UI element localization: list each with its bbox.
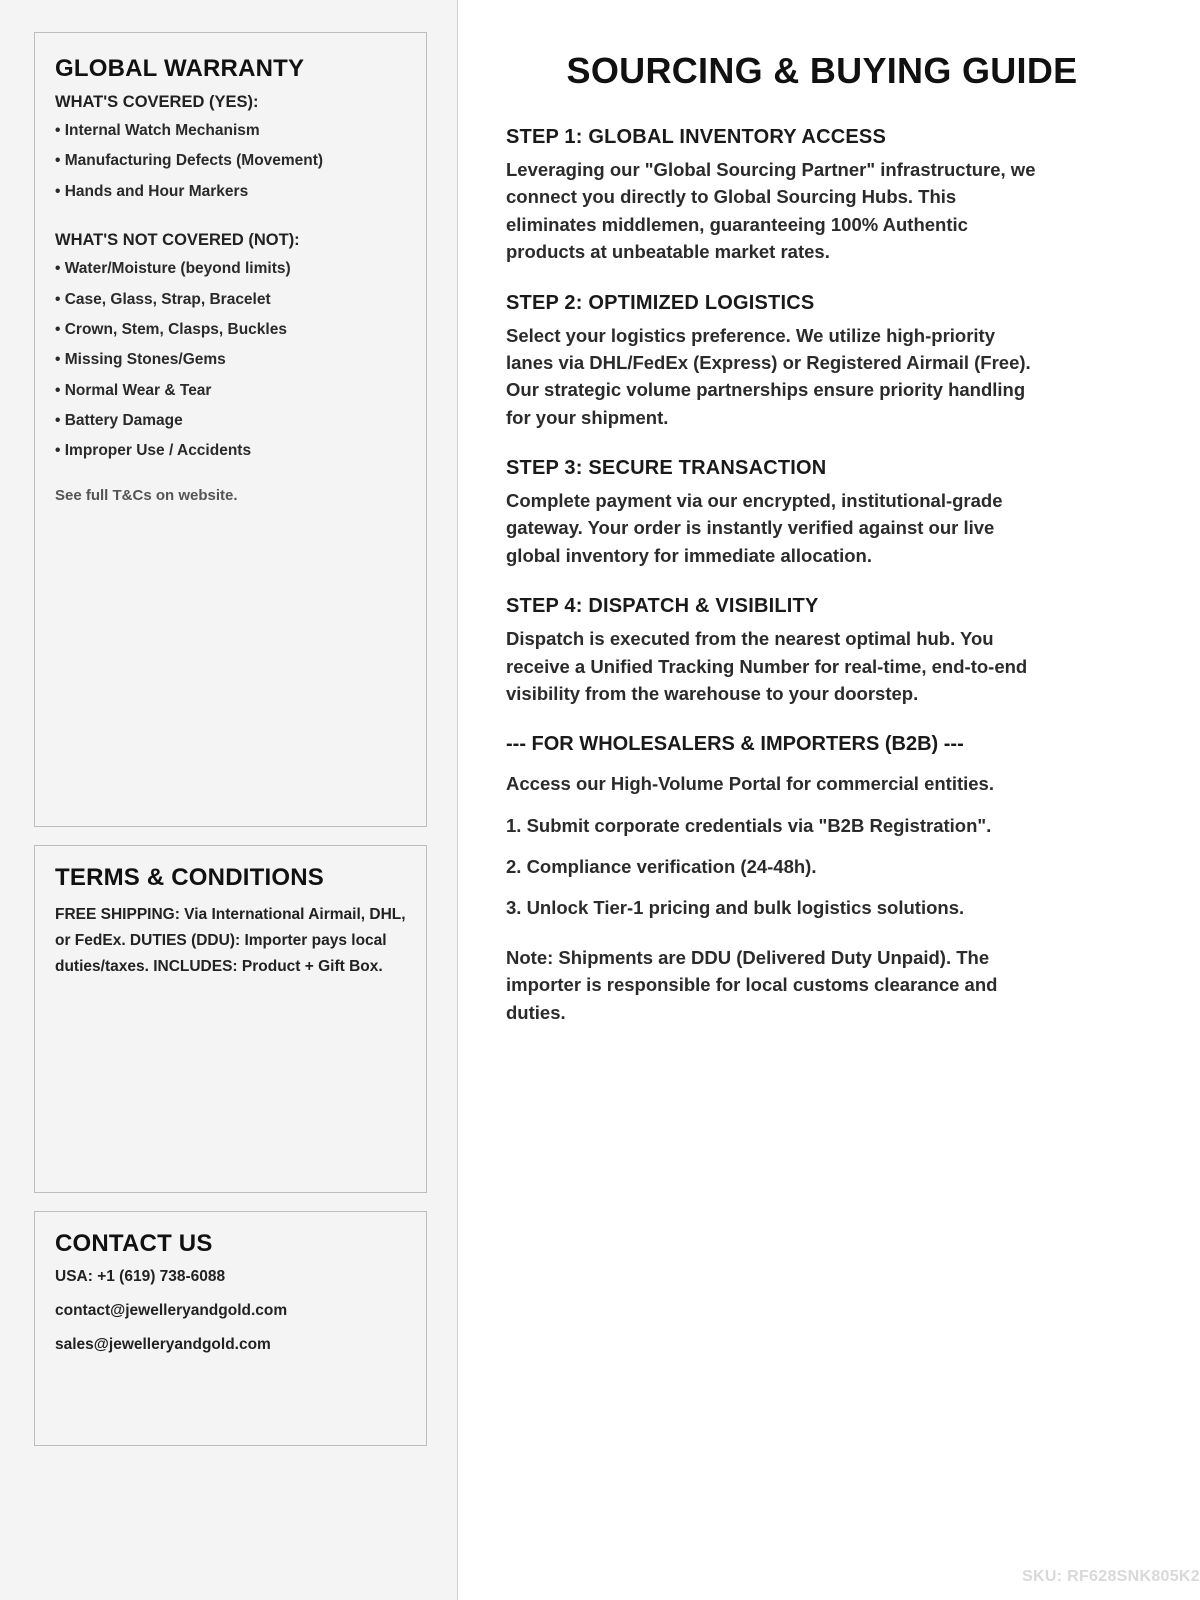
warranty-not-covered-heading: WHAT'S NOT COVERED (NOT): [55,231,300,250]
list-item: • Internal Watch Mechanism [55,122,260,139]
list-item: • Normal Wear & Tear [55,381,212,399]
contact-title: CONTACT US [55,1230,213,1257]
list-item: 3. Unlock Tier-1 pricing and bulk logistics solutions. [506,897,965,919]
list-item: 1. Submit corporate credentials via "B2B Registration". [506,814,992,836]
warranty-title: GLOBAL WARRANTY [55,55,305,82]
b2b-intro: Access our High-Volume Portal for commercial entities. [506,773,994,795]
list-item: 2. Compliance verification (24-48h). [506,856,817,877]
terms-body: FREE SHIPPING: Via International Airmail, DHL, or FedEx. DUTIES (DDU): Importer pays local duties/taxes. INCLUDES: Product + Gift Box. [55,906,406,976]
page-title: SOURCING & BUYING GUIDE [566,50,1078,91]
step-4-body: Dispatch is executed from the nearest optimal hub. You receive a Unified Tracking Number for real-time, end-to-end visibility from the warehouse to your doorstep. [506,628,1028,704]
contact-email-primary[interactable]: contact@jewelleryandgold.com [55,1302,288,1319]
list-item: • Case, Glass, Strap, Bracelet [55,290,271,308]
step-1-heading: STEP 1: GLOBAL INVENTORY ACCESS [506,126,886,148]
step-3-heading: STEP 3: SECURE TRANSACTION [506,457,827,479]
step-2-heading: STEP 2: OPTIMIZED LOGISTICS [506,291,815,314]
list-item: • Crown, Stem, Clasps, Buckles [55,320,287,338]
step-3-body: Complete payment via our encrypted, institutional-grade gateway. Your order is instantly verified against our live global inventory for immediate allocation. [506,490,1003,566]
contact-email-sales[interactable]: sales@jewelleryandgold.com [55,1336,271,1353]
contact-panel [34,1211,427,1446]
terms-panel [34,845,427,1193]
list-item: • Improper Use / Accidents [55,442,252,460]
step-4-heading: STEP 4: DISPATCH & VISIBILITY [506,595,819,618]
warranty-panel [34,32,427,827]
list-item: • Water/Moisture (beyond limits) [55,260,291,278]
step-2-body: Select your logistics preference. We utilize high-priority lanes via DHL/FedEx (Express) or Registered Airmail (Free). Our strategic volume partnerships ensure priority handling for your shipment. [506,324,1031,428]
step-1-body: Leveraging our "Global Sourcing Partner" infrastructure, we connect you directly to Global Sourcing Hubs. This eliminates middlemen, guaranteeing 100% Authentic products at unbeatable market rates. [506,159,1036,263]
b2b-heading: --- FOR WHOLESALERS & IMPORTERS (B2B) --- [506,733,964,756]
warranty-covered-heading: WHAT'S COVERED (YES): [55,93,259,111]
sku-label: SKU: RF628SNK805K2 [1022,1568,1200,1585]
warranty-terms-note: See full T&Cs on website. [55,486,238,504]
b2b-ddu-note: Note: Shipments are DDU (Delivered Duty Unpaid). The importer is responsible for local customs clearance and duties. [506,946,998,1023]
list-item: • Missing Stones/Gems [55,351,226,369]
terms-title: TERMS & CONDITIONS [55,864,324,891]
list-item: • Manufacturing Defects (Movement) [55,152,324,170]
list-item: • Hands and Hour Markers [55,182,249,200]
guide-content [458,0,1200,1600]
left-sidebar [0,0,458,1600]
contact-phone[interactable]: USA: +1 (619) 738-6088 [55,1268,226,1285]
list-item: • Battery Damage [55,412,183,429]
